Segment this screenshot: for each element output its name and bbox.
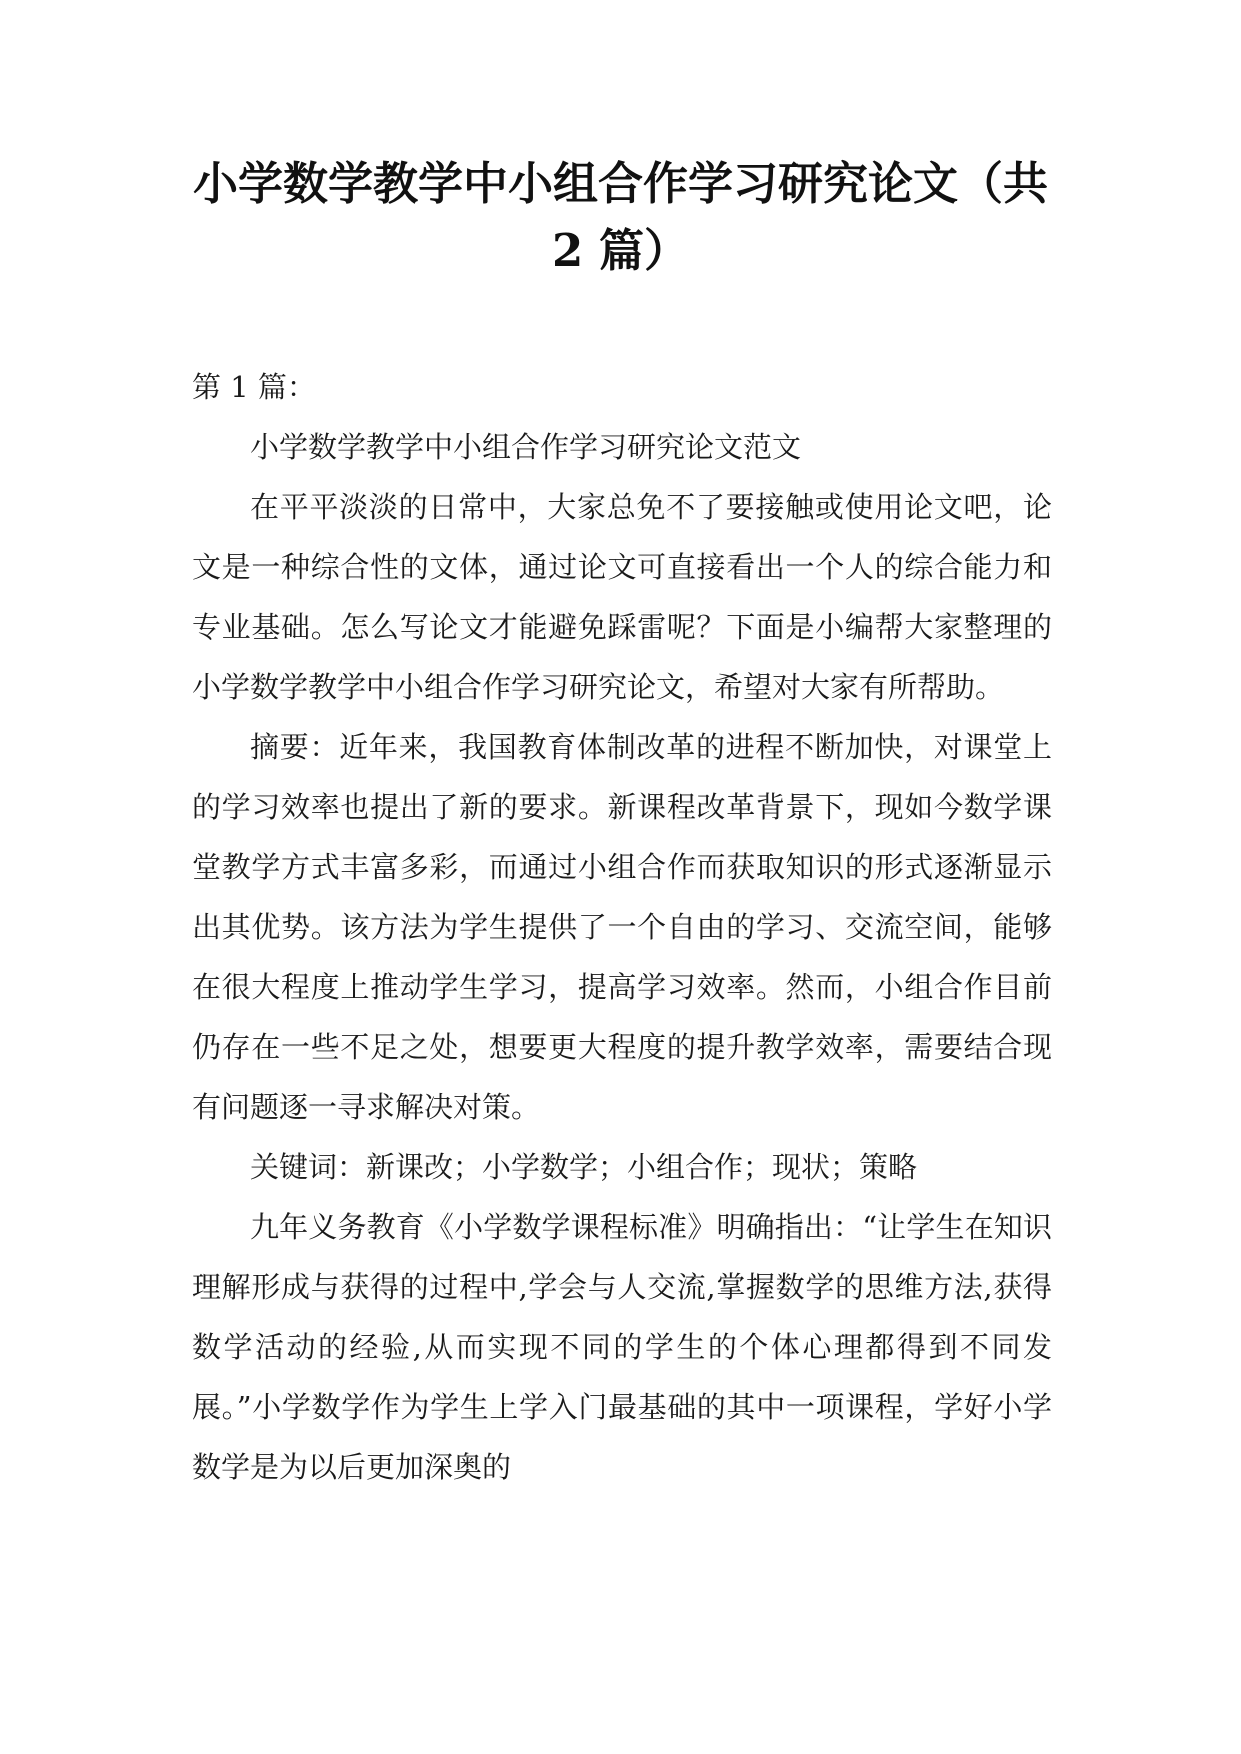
title-line-2: 2 篇）	[552, 224, 689, 277]
section-label: 第 1 篇：	[192, 370, 316, 404]
paragraph-body: 九年义务教育《小学数学课程标准》明确指出：“让学生在知识理解形成与获得的过程中,学会与人交流,掌握数学的思维方法,获得数学活动的经验,从而实现不同的学生的个体心理都得到不同发展。”小学数学作为学生上学入门最基础的其中一项课程，学好小学数学是为以后更加深奥的	[192, 1210, 1052, 1484]
document-body	[192, 357, 1052, 1497]
paragraph-keywords: 关键词：新课改；小学数学；小组合作；现状；策略	[250, 1150, 918, 1184]
document-title	[160, 150, 1081, 284]
title-line-1: 小学数学教学中小组合作学习研究论文（共	[192, 157, 1048, 210]
paragraph-subtitle: 小学数学教学中小组合作学习研究论文范文	[250, 430, 802, 464]
paragraph-abstract: 摘要：近年来，我国教育体制改革的进程不断加快，对课堂上的学习效率也提出了新的要求。新课程改革背景下，现如今数学课堂教学方式丰富多彩，而通过小组合作而获取知识的形式逐渐显示出其优势。该方法为学生提供了一个自由的学习、交流空间，能够在很大程度上推动学生学习，提高学习效率。然而，小组合作目前仍存在一些不足之处，想要更大程度的提升教学效率，需要结合现有问题逐一寻求解决对策。	[192, 730, 1052, 1124]
paragraph-intro: 在平平淡淡的日常中，大家总免不了要接触或使用论文吧，论文是一种综合性的文体，通过论文可直接看出一个人的综合能力和专业基础。怎么写论文才能避免踩雷呢？下面是小编帮大家整理的小学数学教学中小组合作学习研究论文，希望对大家有所帮助。	[192, 490, 1052, 704]
